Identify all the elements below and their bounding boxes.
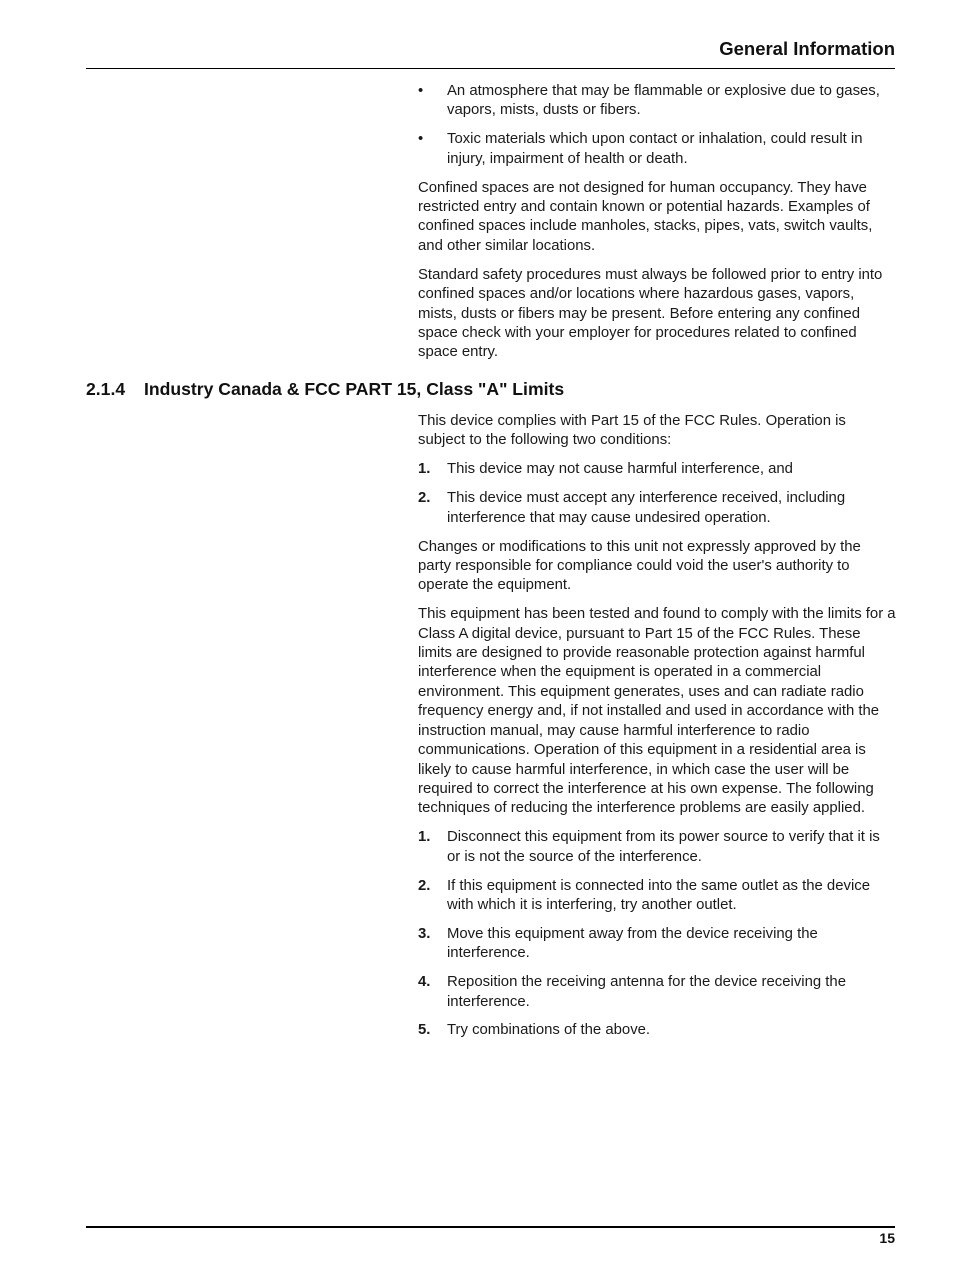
section-title: Industry Canada & FCC PART 15, Class "A" Limits [144, 379, 565, 399]
bullet-icon: • [418, 83, 424, 99]
page-header-title: General Information [719, 38, 895, 59]
techniques-list [418, 828, 896, 1041]
list-item [418, 1021, 896, 1040]
list-item [418, 828, 896, 867]
list-item-text: An atmosphere that may be flammable or explosive due to gases, vapors, mists, dusts or fibers. [447, 83, 880, 119]
hazard-bullet-list [418, 82, 896, 169]
footer-divider [86, 1226, 895, 1228]
conditions-list [418, 460, 896, 528]
list-item [418, 82, 896, 121]
section-number: 2.1.4 [86, 379, 126, 399]
list-item-number: 5. [418, 1022, 431, 1039]
list-item-number: 2. [418, 877, 431, 894]
list-item-number: 2. [418, 490, 431, 507]
list-item-number: 3. [418, 925, 431, 942]
page-number: 15 [879, 1230, 895, 1246]
header-divider [86, 68, 895, 69]
list-item-text: Reposition the receiving antenna for the device receiving the interference. [447, 974, 846, 1010]
list-item [418, 973, 896, 1012]
list-item [418, 489, 896, 528]
list-item-number: 1. [418, 461, 431, 478]
paragraph: Confined spaces are not designed for human occupancy. They have restricted entry and contain known or potential hazards. Examples of confined spaces include manholes, stacks, pipes, vats, switch vaults, and other similar locations. [418, 179, 873, 254]
list-item-number: 4. [418, 974, 431, 991]
paragraph: Standard safety procedures must always be followed prior to entry into confined spaces and/or locations where hazardous gases, vapors, mists, dusts or fibers may be present. Before entering any confined space check with your employer for procedures related to confined space entry. [418, 266, 883, 361]
list-item-text: This device must accept any interference received, including interference that may cause undesired operation. [447, 490, 846, 526]
list-item-text: Move this equipment away from the device receiving the interference. [447, 925, 818, 962]
section-body [418, 412, 896, 1050]
intro-block [418, 82, 896, 372]
list-item [418, 925, 896, 964]
paragraph: This equipment has been tested and found to comply with the limits for a Class A digital device, pursuant to Part 15 of the FCC Rules. These limits are designed to provide reasonable protection against harmful interference when the equipment is operated in a commercial environment. This equipment generates, uses and can radiate radio frequency energy and, if not installed and used in accordance with the instruction manual, may cause harmful interference to radio communications. Operation of this equipment in a residential area is likely to cause harmful interference, in which case the user will be required to correct the interference at his own expense. The following techniques of reducing the interference problems are easily applied. [418, 606, 896, 817]
list-item-text: Try combinations of the above. [447, 1022, 651, 1039]
list-item [418, 877, 896, 916]
list-item-text: This device may not cause harmful interference, and [447, 461, 793, 478]
list-item [418, 460, 896, 479]
section-heading [86, 379, 564, 400]
list-item [418, 130, 896, 169]
list-item-text: Toxic materials which upon contact or inhalation, could result in injury, impairment of health or death. [447, 131, 863, 167]
list-item-text: Disconnect this equipment from its power source to verify that it is or is not the source of the interference. [447, 829, 880, 865]
bullet-icon: • [418, 131, 424, 148]
paragraph: This device complies with Part 15 of the FCC Rules. Operation is subject to the following two conditions: [418, 413, 846, 449]
list-item-text: If this equipment is connected into the same outlet as the device with which it is interfering, try another outlet. [447, 877, 870, 913]
paragraph: Changes or modifications to this unit not expressly approved by the party responsible for compliance could void the user's authority to operate the equipment. [418, 538, 861, 594]
list-item-number: 1. [418, 829, 431, 846]
